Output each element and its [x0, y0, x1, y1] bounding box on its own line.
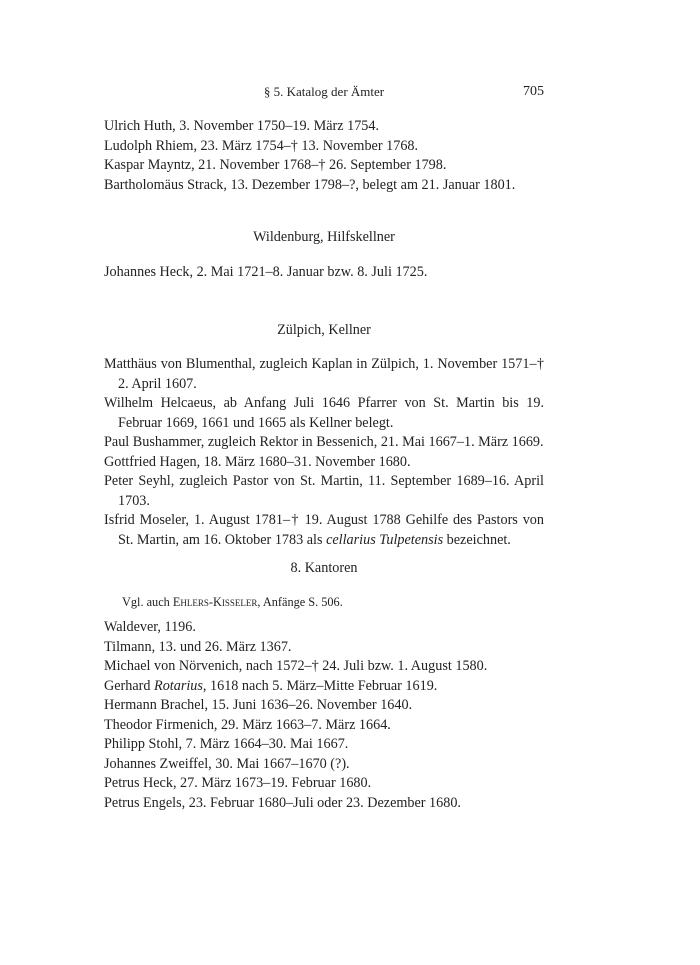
entry-text: bezeichnet.: [443, 531, 511, 548]
entry-text: Isfrid Moseler, 1. August 1781–† 19. August 1788 Gehilfe des Pastors von St. Martin, am 16. Oktober 1783 als: [104, 512, 544, 548]
list-item: Ulrich Huth, 3. November 1750–19. März 1754.: [104, 118, 380, 134]
italic-name: Rotarius: [154, 677, 203, 694]
note-text: , Anfänge S. 506.: [257, 595, 343, 609]
entry-text: , 1618 nach 5. März–Mitte Februar 1619.: [202, 677, 438, 694]
list-item: [104, 677, 544, 697]
entry-list-wildenburg: [104, 263, 544, 283]
list-item: [104, 511, 544, 550]
list-item: Petrus Engels, 23. Februar 1680–Juli oder 23. Dezember 1680.: [104, 794, 461, 811]
list-item: Peter Seyhl, zugleich Pastor von St. Martin, 11. September 1689–16. April 1703.: [104, 473, 544, 509]
list-item: Michael von Nörvenich, nach 1572–† 24. Juli bzw. 1. August 1580.: [104, 658, 488, 674]
list-item: Waldever, 1196.: [104, 619, 196, 635]
section-heading-kantoren: 8. Kantoren: [290, 560, 358, 576]
entry-list-top: [104, 117, 544, 195]
entry-list-zuelpich: [104, 355, 544, 550]
list-item: Philipp Stohl, 7. März 1664–30. Mai 1667.: [104, 736, 349, 752]
italic-term: cellarius Tulpetensis: [326, 531, 444, 548]
author-smallcaps: Ehlers-Kisseler: [172, 595, 258, 609]
list-item: Matthäus von Blumenthal, zugleich Kaplan in Zülpich, 1. November 1571–† 2. April 1607.: [104, 356, 544, 392]
list-item: Paul Bushammer, zugleich Rektor in Bessenich, 21. Mai 1667–1. März 1669.: [104, 434, 544, 450]
running-head: [104, 84, 544, 104]
section-heading-zuelpich: Zülpich, Kellner: [277, 322, 371, 338]
running-head-title: § 5. Katalog der Ämter: [263, 84, 385, 99]
list-item: Gottfried Hagen, 18. März 1680–31. November 1680.: [104, 453, 411, 470]
list-item: Theodor Firmenich, 29. März 1663–7. März 1664.: [104, 716, 391, 733]
list-item: Petrus Heck, 27. März 1673–19. Februar 1680.: [104, 775, 372, 791]
list-item: Bartholomäus Strack, 13. Dezember 1798–?, belegt am 21. Januar 1801.: [104, 176, 516, 193]
entry-list-kantoren: [104, 618, 544, 813]
list-item: Johannes Zweiffel, 30. Mai 1667–1670 (?).: [104, 755, 350, 772]
reference-note: [122, 595, 343, 610]
page-number: 705: [523, 84, 544, 99]
section-heading-wildenburg: Wildenburg, Hilfskellner: [253, 229, 395, 245]
list-item: Hermann Brachel, 15. Juni 1636–26. November 1640.: [104, 697, 413, 713]
list-item: Johannes Heck, 2. Mai 1721–8. Januar bzw. 8. Juli 1725.: [104, 264, 428, 280]
list-item: Wilhelm Helcaeus, ab Anfang Juli 1646 Pfarrer von St. Martin bis 19. Februar 1669, 1661 und 1665 als Kellner belegt.: [104, 395, 544, 431]
list-item: Ludolph Rhiem, 23. März 1754–† 13. November 1768.: [104, 137, 419, 154]
list-item: Tilmann, 13. und 26. März 1367.: [104, 638, 292, 655]
list-item: Kaspar Mayntz, 21. November 1768–† 26. September 1798.: [104, 157, 447, 173]
note-text: Vgl. auch: [122, 595, 173, 609]
entry-text: Gerhard: [104, 677, 155, 694]
